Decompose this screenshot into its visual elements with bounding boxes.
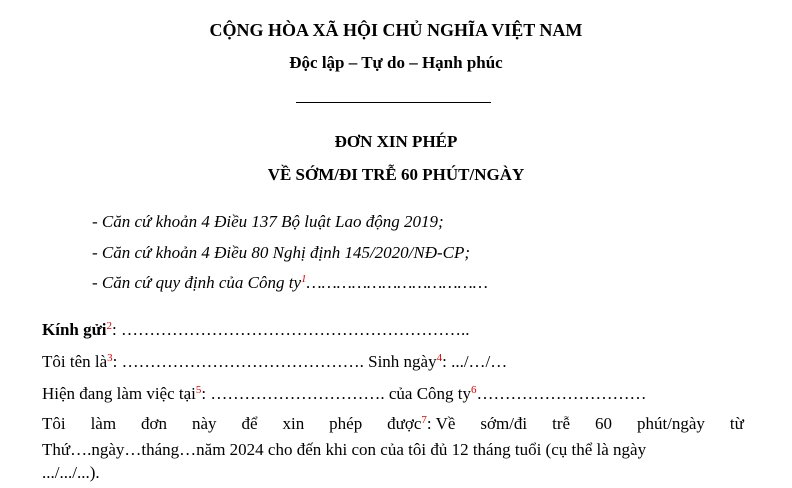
request-word: này	[191, 414, 217, 433]
footnote-ref-7: 7	[421, 414, 427, 426]
footnote-ref-3: 3	[107, 352, 113, 364]
request-word: Tôi	[42, 414, 66, 433]
company-dots: …………………………	[476, 384, 647, 403]
request-line-3: .../.../...).	[42, 463, 100, 482]
footnote-ref-6: 6	[471, 384, 477, 396]
request-word: được	[387, 414, 422, 433]
request-word: đơn	[141, 414, 168, 433]
document-title: ĐƠN XIN PHÉP	[334, 132, 458, 151]
request-word: phép	[329, 414, 363, 433]
legal-basis-3-text: - Căn cứ quy định của Công ty	[92, 273, 301, 292]
recipient-label: Kính gửi	[42, 320, 107, 339]
footnote-ref-2: 2	[106, 320, 113, 332]
request-word: 60	[594, 414, 612, 433]
request-paragraph	[42, 412, 744, 484]
request-word-with-ref	[387, 412, 455, 438]
document-subtitle: VỀ SỚM/ĐI TRỄ 60 PHÚT/NGÀY	[267, 165, 525, 184]
dob-dots: : .../…/…	[442, 352, 508, 371]
request-word: từ	[729, 414, 744, 433]
workplace-dots: : …………………………. của Công ty	[201, 384, 472, 403]
name-line	[42, 352, 507, 372]
request-word: : Về	[426, 414, 456, 433]
request-word: trễ	[552, 414, 571, 433]
footnote-ref-5: 5	[195, 384, 202, 396]
nation-heading: CỘNG HÒA XÃ HỘI CHỦ NGHĨA VIỆT NAM	[209, 20, 583, 40]
request-word: để	[241, 414, 258, 433]
footnote-ref-1: 1	[301, 273, 307, 285]
workplace-label: Hiện đang làm việc tại	[42, 384, 196, 403]
legal-basis-1: - Căn cứ khoản 4 Điều 137 Bộ luật Lao động 2019;	[92, 212, 444, 231]
legal-basis-3-dots: ………………………………	[306, 273, 488, 292]
request-word: xin	[282, 414, 305, 433]
request-word: phút/ngày	[636, 414, 705, 433]
name-label: Tôi tên là	[42, 352, 108, 371]
recipient-line	[42, 320, 470, 340]
workplace-line	[42, 384, 647, 404]
request-line-1	[42, 412, 744, 438]
name-dots: : ……………………………………. Sinh ngày	[112, 352, 437, 371]
legal-basis-3	[92, 273, 488, 293]
request-word: sớm/đi	[480, 414, 528, 433]
recipient-dots: : ……………………………………………………..	[112, 320, 470, 339]
request-word: làm	[90, 414, 117, 433]
footnote-ref-4: 4	[436, 352, 443, 364]
motto: Độc lập – Tự do – Hạnh phúc	[289, 53, 503, 72]
header-divider	[296, 102, 491, 103]
request-line-2: Thứ….ngày…tháng…năm 2024 cho đến khi con của tôi đủ 12 tháng tuổi (cụ thể là ngày	[42, 440, 647, 459]
legal-basis-2: - Căn cứ khoản 4 Điều 80 Nghị định 145/2020/NĐ-CP;	[92, 243, 471, 262]
